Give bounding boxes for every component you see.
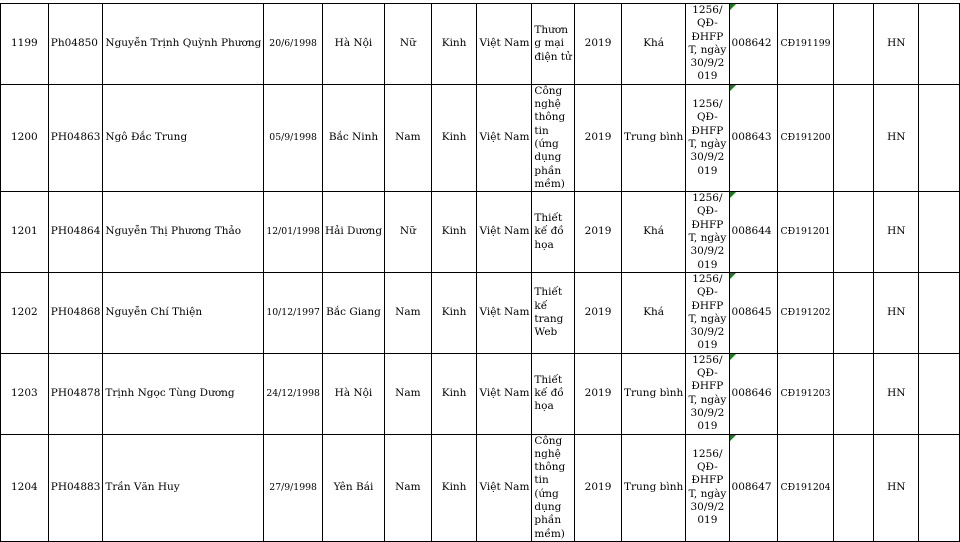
table-row xyxy=(1,84,960,191)
row-number-cell[interactable]: 1204 xyxy=(1,434,49,541)
certificate-number-cell[interactable]: 008646 xyxy=(729,353,778,434)
gender-cell[interactable]: Nữ xyxy=(385,4,432,85)
student-code-cell[interactable]: PH04878 xyxy=(48,353,103,434)
birth-date-cell[interactable]: 05/9/1998 xyxy=(264,84,323,191)
graduation-year-cell[interactable]: 2019 xyxy=(575,353,622,434)
nationality-cell[interactable]: Việt Nam xyxy=(477,353,532,434)
registry-number-cell[interactable]: CĐ191202 xyxy=(778,272,833,353)
ethnicity-cell[interactable]: Kinh xyxy=(431,84,477,191)
note-cell[interactable] xyxy=(833,353,874,434)
birth-place-cell[interactable]: Hà Nội xyxy=(322,353,384,434)
birth-date-cell[interactable]: 24/12/1998 xyxy=(264,353,323,434)
note-cell[interactable] xyxy=(833,192,874,273)
student-code-cell[interactable]: Ph04850 xyxy=(48,4,103,85)
empty-cell[interactable] xyxy=(919,434,960,541)
nationality-cell[interactable]: Việt Nam xyxy=(477,4,532,85)
classification-cell[interactable]: Trung bình xyxy=(622,434,686,541)
classification-cell[interactable]: Khá xyxy=(622,4,686,85)
birth-place-cell[interactable]: Bắc Giang xyxy=(322,272,384,353)
classification-cell[interactable]: Trung bình xyxy=(622,353,686,434)
note-cell[interactable] xyxy=(833,434,874,541)
gender-cell[interactable]: Nam xyxy=(385,272,432,353)
certificate-number-cell[interactable]: 008644 xyxy=(729,192,778,273)
classification-cell[interactable]: Trung bình xyxy=(622,84,686,191)
graduation-year-cell[interactable]: 2019 xyxy=(575,272,622,353)
campus-cell[interactable]: HN xyxy=(874,272,919,353)
decision-cell[interactable]: 1256/QĐ-ĐHFPT, ngày 30/9/2019 xyxy=(686,192,729,273)
table-row xyxy=(1,353,960,434)
classification-cell[interactable]: Khá xyxy=(622,272,686,353)
birth-place-cell[interactable]: Hà Nội xyxy=(322,4,384,85)
major-cell[interactable]: Thiết kế đồ họa xyxy=(532,353,575,434)
registry-number-cell[interactable]: CĐ191201 xyxy=(778,192,833,273)
campus-cell[interactable]: HN xyxy=(874,4,919,85)
note-cell[interactable] xyxy=(833,84,874,191)
empty-cell[interactable] xyxy=(919,353,960,434)
campus-cell[interactable]: HN xyxy=(874,353,919,434)
table-row xyxy=(1,192,960,273)
registry-number-cell[interactable]: CĐ191200 xyxy=(778,84,833,191)
student-name-cell[interactable]: Nguyễn Thị Phương Thảo xyxy=(103,192,264,273)
student-name-cell[interactable]: Trịnh Ngọc Tùng Dương xyxy=(103,353,264,434)
gender-cell[interactable]: Nam xyxy=(385,84,432,191)
decision-cell[interactable]: 1256/QĐ-ĐHFPT, ngày 30/9/2019 xyxy=(686,272,729,353)
certificate-number-cell[interactable]: 008647 xyxy=(729,434,778,541)
birth-date-cell[interactable]: 27/9/1998 xyxy=(264,434,323,541)
row-number-cell[interactable]: 1200 xyxy=(1,84,49,191)
certificate-number-cell[interactable]: 008645 xyxy=(729,272,778,353)
certificate-number-cell[interactable]: 008643 xyxy=(729,84,778,191)
table-row xyxy=(1,4,960,85)
student-code-cell[interactable]: PH04864 xyxy=(48,192,103,273)
ethnicity-cell[interactable]: Kinh xyxy=(431,4,477,85)
empty-cell[interactable] xyxy=(919,84,960,191)
certificate-number-cell[interactable]: 008642 xyxy=(729,4,778,85)
major-cell[interactable]: Công nghệ thông tin (ứng dụng phần mềm) xyxy=(532,84,575,191)
ethnicity-cell[interactable]: Kinh xyxy=(431,434,477,541)
table-row xyxy=(1,434,960,541)
birth-date-cell[interactable]: 20/6/1998 xyxy=(264,4,323,85)
graduation-year-cell[interactable]: 2019 xyxy=(575,434,622,541)
gender-cell[interactable]: Nữ xyxy=(385,192,432,273)
note-cell[interactable] xyxy=(833,272,874,353)
major-cell[interactable]: Thương mại điện tử xyxy=(532,4,575,85)
nationality-cell[interactable]: Việt Nam xyxy=(477,272,532,353)
ethnicity-cell[interactable]: Kinh xyxy=(431,192,477,273)
empty-cell[interactable] xyxy=(919,272,960,353)
campus-cell[interactable]: HN xyxy=(874,192,919,273)
ethnicity-cell[interactable]: Kinh xyxy=(431,272,477,353)
major-cell[interactable]: Công nghệ thông tin (ứng dụng phần mềm) xyxy=(532,434,575,541)
graduation-year-cell[interactable]: 2019 xyxy=(575,192,622,273)
row-number-cell[interactable]: 1201 xyxy=(1,192,49,273)
registry-number-cell[interactable]: CĐ191203 xyxy=(778,353,833,434)
decision-cell[interactable]: 1256/QĐ-ĐHFPT, ngày 30/9/2019 xyxy=(686,84,729,191)
registry-number-cell[interactable]: CĐ191199 xyxy=(778,4,833,85)
major-cell[interactable]: Thiết kế đồ họa xyxy=(532,192,575,273)
empty-cell[interactable] xyxy=(919,192,960,273)
decision-cell[interactable]: 1256/QĐ-ĐHFPT, ngày 30/9/2019 xyxy=(686,434,729,541)
birth-date-cell[interactable]: 12/01/1998 xyxy=(264,192,323,273)
student-name-cell[interactable]: Nguyễn Trịnh Quỳnh Phương xyxy=(103,4,264,85)
graduate-records-table xyxy=(0,3,960,542)
gender-cell[interactable]: Nam xyxy=(385,434,432,541)
student-name-cell[interactable]: Nguyễn Chí Thiện xyxy=(103,272,264,353)
graduation-year-cell[interactable]: 2019 xyxy=(575,4,622,85)
decision-cell[interactable]: 1256/QĐ-ĐHFPT, ngày 30/9/2019 xyxy=(686,4,729,85)
birth-place-cell[interactable]: Yên Bái xyxy=(322,434,384,541)
birth-place-cell[interactable]: Hải Dương xyxy=(322,192,384,273)
major-cell[interactable]: Thiết kế trang Web xyxy=(532,272,575,353)
campus-cell[interactable]: HN xyxy=(874,84,919,191)
birth-date-cell[interactable]: 10/12/1997 xyxy=(264,272,323,353)
empty-cell[interactable] xyxy=(919,4,960,85)
student-code-cell[interactable]: PH04868 xyxy=(48,272,103,353)
student-name-cell[interactable]: Trần Văn Huy xyxy=(103,434,264,541)
nationality-cell[interactable]: Việt Nam xyxy=(477,434,532,541)
registry-number-cell[interactable]: CĐ191204 xyxy=(778,434,833,541)
student-name-cell[interactable]: Ngô Đắc Trung xyxy=(103,84,264,191)
student-code-cell[interactable]: PH04863 xyxy=(48,84,103,191)
nationality-cell[interactable]: Việt Nam xyxy=(477,84,532,191)
student-code-cell[interactable]: PH04883 xyxy=(48,434,103,541)
nationality-cell[interactable]: Việt Nam xyxy=(477,192,532,273)
ethnicity-cell[interactable]: Kinh xyxy=(431,353,477,434)
decision-cell[interactable]: 1256/QĐ-ĐHFPT, ngày 30/9/2019 xyxy=(686,353,729,434)
classification-cell[interactable]: Khá xyxy=(622,192,686,273)
birth-place-cell[interactable]: Bắc Ninh xyxy=(322,84,384,191)
table-row xyxy=(1,272,960,353)
row-number-cell[interactable]: 1202 xyxy=(1,272,49,353)
gender-cell[interactable]: Nam xyxy=(385,353,432,434)
note-cell[interactable] xyxy=(833,4,874,85)
row-number-cell[interactable]: 1203 xyxy=(1,353,49,434)
graduation-year-cell[interactable]: 2019 xyxy=(575,84,622,191)
campus-cell[interactable]: HN xyxy=(874,434,919,541)
row-number-cell[interactable]: 1199 xyxy=(1,4,49,85)
